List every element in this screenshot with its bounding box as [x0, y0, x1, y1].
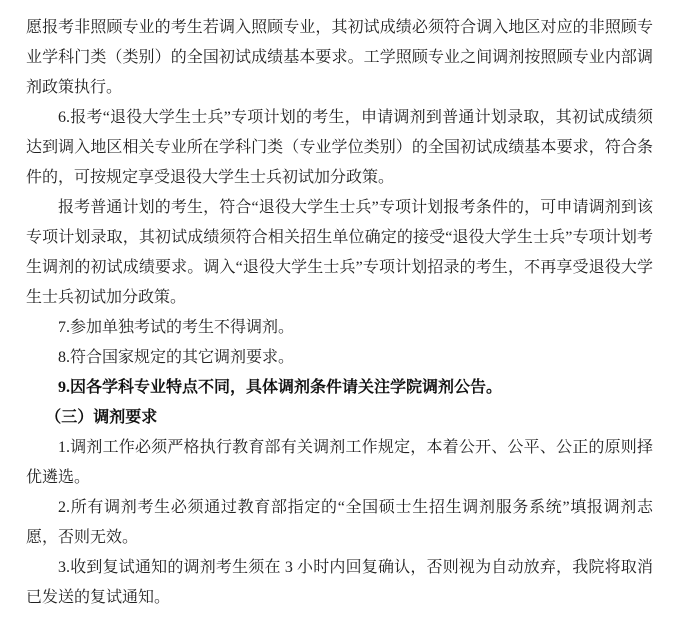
item-7-separate-exam-no-transfer: 7.参加单独考试的考生不得调剂。 [58, 319, 295, 336]
item-3-reply-within-3-hours: 3.收到复试通知的调剂考生须在 3 小时内回复确认，否则视为自动放弃，我院将取消已发送的复试通知。 [26, 559, 653, 606]
paragraph-general-to-veterans-plan: 报考普通计划的考生，符合“退役大学生士兵”专项计划报考条件的，可申请调剂到该专项计划录取，其初试成绩须符合相关招生单位确定的接受“退役大学生士兵”专项计划考生调剂的初试成绩要求。调入“退役大学生士兵”专项计划招录的考生，不再享受退役大学生士兵初试加分政策。 [26, 199, 653, 306]
item-6-veterans-plan-to-general: 6.报考“退役大学生士兵”专项计划的考生，申请调剂到普通计划录取，其初试成绩须达到调入地区相关专业所在学科门类（专业学位类别）的全国初试成绩基本要求，符合条件的，可按规定享受退役大学生士兵初试加分政策。 [26, 109, 653, 186]
heading-section-3-transfer-requirements: （三）调剂要求 [45, 409, 158, 426]
item-8-other-national-requirements: 8.符合国家规定的其它调剂要求。 [58, 349, 295, 366]
item-9-college-transfer-announcement: 9.因各学科专业特点不同，具体调剂条件请关注学院调剂公告。 [58, 379, 503, 396]
paragraph-policy-continuation: 愿报考非照顾专业的考生若调入照顾专业，其初试成绩必须符合调入地区对应的非照顾专业学科门类（类别）的全国初试成绩基本要求。工学照顾专业之间调剂按照顾专业内部调剂政策执行。 [26, 19, 653, 96]
item-1-moe-transfer-regulations: 1.调剂工作必须严格执行教育部有关调剂工作规定，本着公开、公平、公正的原则择优遴选。 [26, 439, 653, 486]
item-2-national-transfer-service-system: 2.所有调剂考生必须通过教育部指定的“全国硕士生招生调剂服务系统”填报调剂志愿，否则无效。 [26, 499, 653, 546]
